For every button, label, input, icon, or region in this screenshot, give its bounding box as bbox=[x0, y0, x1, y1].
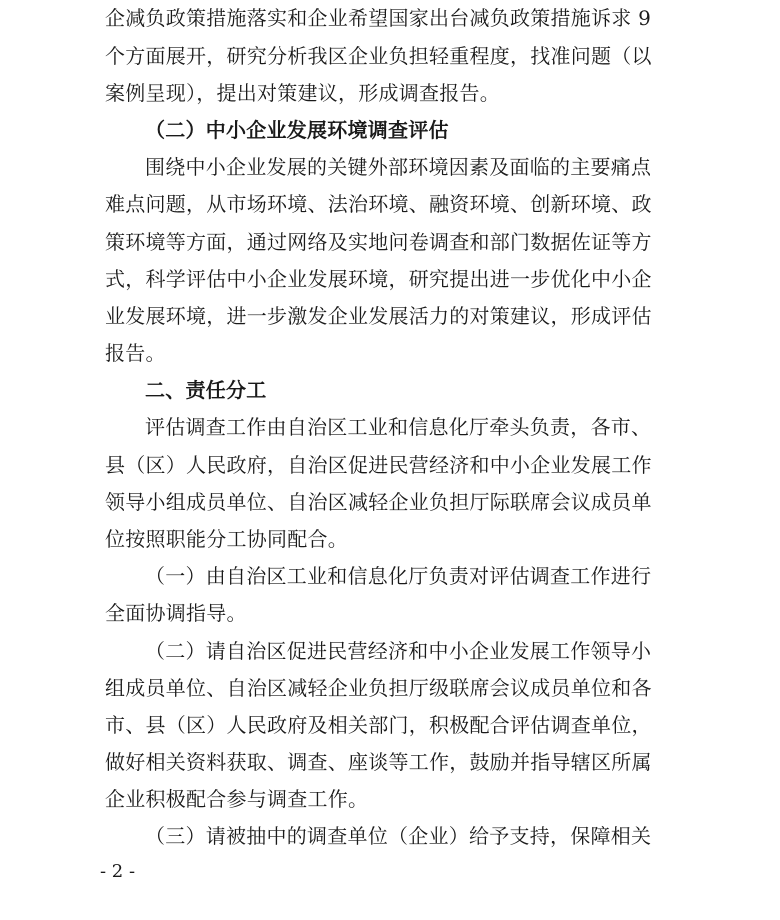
body-text-line: 业发展环境，进一步激发企业发展活力的对策建议，形成评估 bbox=[105, 304, 652, 328]
body-text-line: 企减负政策措施落实和企业希望国家出台减负政策措施诉求 9 bbox=[105, 6, 652, 30]
body-text-line: （三）请被抽中的调查单位（企业）给予支持，保障相关 bbox=[145, 824, 652, 848]
body-text-line: 策环境等方面，通过网络及实地问卷调查和部门数据佐证等方 bbox=[105, 230, 652, 254]
page-number: - 2 - bbox=[100, 861, 136, 882]
section-heading: 二、责任分工 bbox=[145, 378, 267, 402]
body-text-line: 案例呈现），提出对策建议，形成调查报告。 bbox=[105, 81, 500, 105]
body-text-line: （二）请自治区促进民营经济和中小企业发展工作领导小 bbox=[145, 639, 652, 663]
body-text-line: （一）由自治区工业和信息化厅负责对评估调查工作进行 bbox=[145, 564, 652, 588]
body-text-line: 组成员单位、自治区减轻企业负担厅级联席会议成员单位和各 bbox=[105, 676, 652, 700]
body-text-line: 领导小组成员单位、自治区减轻企业负担厅际联席会议成员单 bbox=[105, 490, 652, 514]
body-text-line: 围绕中小企业发展的关键外部环境因素及面临的主要痛点 bbox=[145, 155, 652, 179]
body-text-line: 位按照职能分工协同配合。 bbox=[105, 527, 348, 551]
body-text-line: 难点问题，从市场环境、法治环境、融资环境、创新环境、政 bbox=[105, 192, 652, 216]
body-text-line: 报告。 bbox=[105, 341, 166, 365]
body-text-line: 企业积极配合参与调查工作。 bbox=[105, 787, 369, 811]
body-text-line: 县（区）人民政府，自治区促进民营经济和中小企业发展工作 bbox=[105, 453, 652, 477]
body-text-line: 全面协调指导。 bbox=[105, 601, 247, 625]
body-text-line: 式，科学评估中小企业发展环境，研究提出进一步优化中小企 bbox=[105, 267, 652, 291]
body-text-line: 做好相关资料获取、调查、座谈等工作，鼓励并指导辖区所属 bbox=[105, 750, 652, 774]
body-text-line: 评估调查工作由自治区工业和信息化厅牵头负责，各市、 bbox=[145, 415, 652, 439]
body-text-line: 市、县（区）人民政府及相关部门，积极配合评估调查单位， bbox=[105, 713, 652, 737]
body-text-line: 个方面展开，研究分析我区企业负担轻重程度，找准问题（以 bbox=[105, 44, 652, 68]
section-subheading: （二）中小企业发展环境调查评估 bbox=[145, 118, 449, 142]
